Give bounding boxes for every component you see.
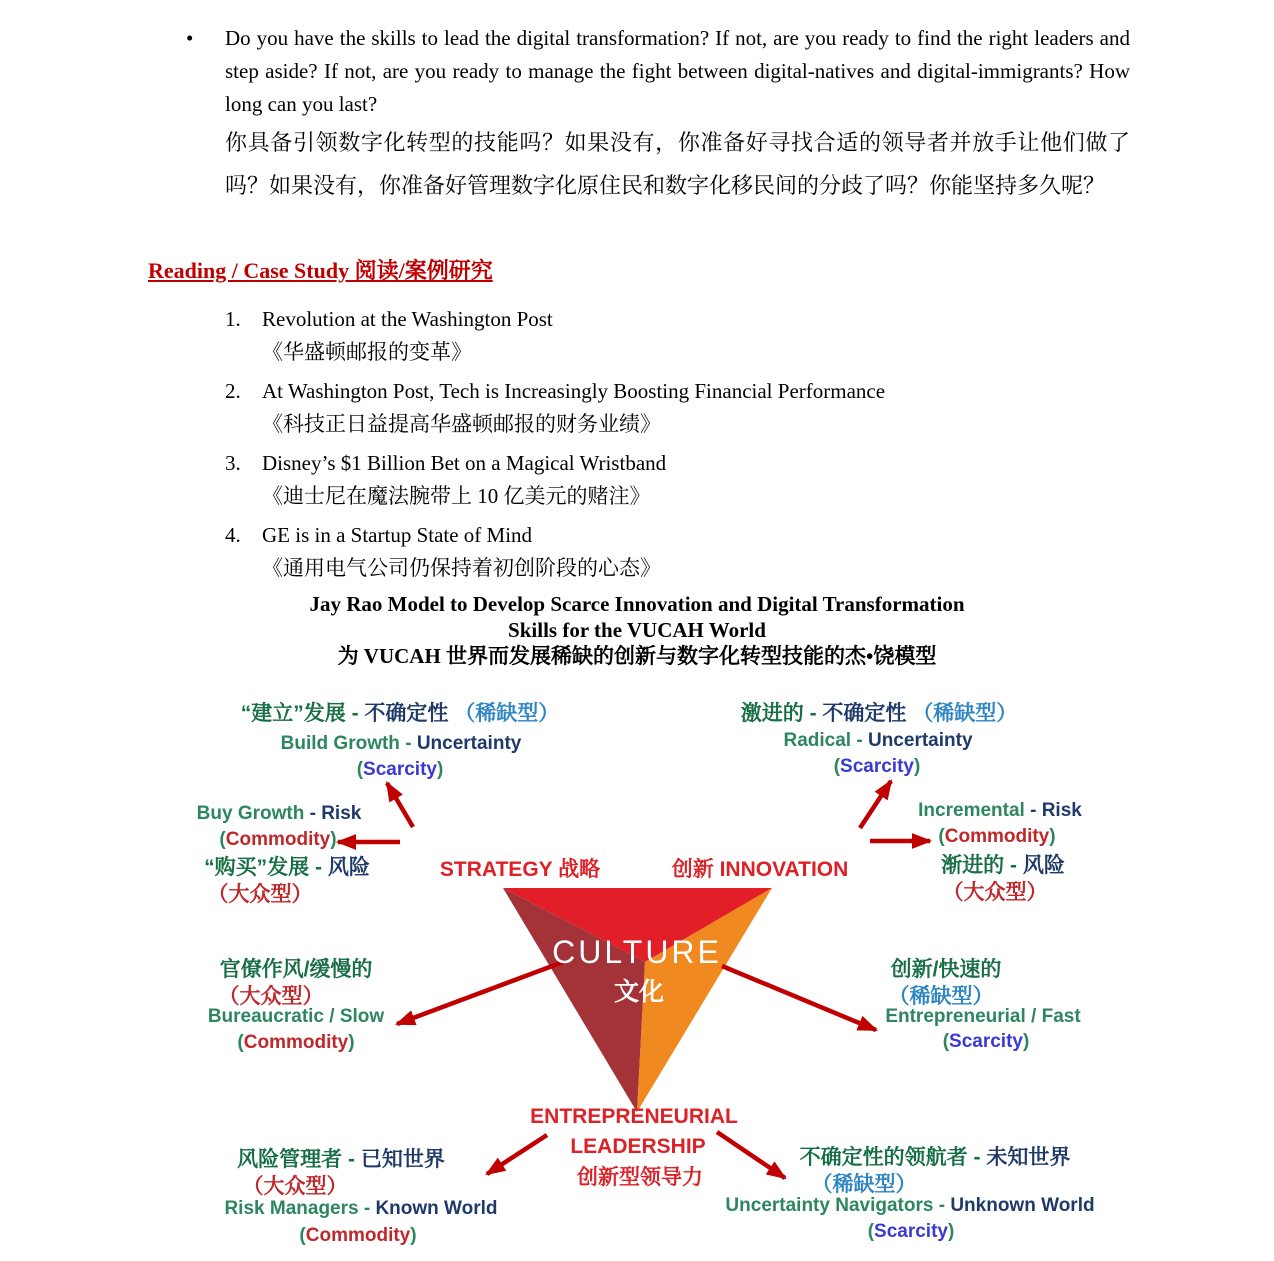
label-uncertainty-navigators: (Scarcity) <box>867 1221 955 1242</box>
label-incremental: Incremental - Risk <box>918 800 1082 821</box>
list-item <box>225 375 1125 441</box>
bullet-body <box>225 22 1130 207</box>
label-buy-growth: (Commodity) <box>219 829 337 850</box>
label-build-growth: (Scarcity) <box>356 759 444 780</box>
bullet-text-en: Do you have the skills to lead the digital transformation? If not, are you ready to find the right leaders and step aside? If not, are you ready to manage the fight between digital-natives and digital-immigrants? How long can you last? <box>225 26 1130 116</box>
label-radical: 激进的 - 不确定性 （稀缺型） <box>740 702 1018 725</box>
section-heading: Reading / Case Study 阅读/案例研究 <box>148 258 493 283</box>
model-title-line1: Jay Rao Model to Develop Scarce Innovation and Digital Transformation <box>309 592 965 616</box>
model-title-line2: Skills for the VUCAH World <box>508 618 766 642</box>
list-item-title-zh: 《迪士尼在魔法腕带上 10 亿美元的赌注》 <box>262 484 651 508</box>
label-incremental: （大众型） <box>942 881 1048 904</box>
list-item-body <box>262 303 553 369</box>
list-item-title-en: Disney’s $1 Billion Bet on a Magical Wristband <box>262 451 667 475</box>
label-risk-managers: 风险管理者 - 已知世界 <box>237 1148 445 1171</box>
label-buy-growth: （大众型） <box>207 883 313 906</box>
label-bureaucratic: (Commodity) <box>237 1032 355 1053</box>
label-entrepreneurial-fast: (Scarcity) <box>942 1031 1030 1052</box>
label-entrepreneurial-leadership: LEADERSHIP <box>570 1135 706 1158</box>
model-title <box>0 591 1274 669</box>
jay-rao-diagram <box>0 688 1274 1261</box>
bullet-item <box>186 22 1136 207</box>
label-radical: Radical - Uncertainty <box>783 730 973 751</box>
label-culture: CULTURE <box>552 934 722 970</box>
label-build-growth: Build Growth - Uncertainty <box>280 733 522 754</box>
list-item <box>225 519 1125 585</box>
model-title-line3-zh: 为 VUCAH 世界而发展稀缺的创新与数字化转型技能的杰•饶模型 <box>337 644 937 668</box>
list-item-title-en: Revolution at the Washington Post <box>262 307 553 331</box>
label-entrepreneurial-leadership: 创新型领导力 <box>577 1166 703 1189</box>
list-item-title-en: At Washington Post, Tech is Increasingly Boosting Financial Performance <box>262 379 886 403</box>
label-strategy: STRATEGY 战略 <box>439 858 601 881</box>
label-incremental: 渐进的 - 风险 <box>941 854 1065 877</box>
label-incremental: (Commodity) <box>938 826 1056 847</box>
list-item-number: 1. <box>225 307 241 331</box>
list-item-title-zh: 《通用电气公司仍保持着初创阶段的心态》 <box>262 556 661 580</box>
list-item-number: 4. <box>225 523 241 547</box>
list-item <box>225 447 1125 513</box>
list-item-number: 2. <box>225 379 241 403</box>
label-bureaucratic: 官僚作风/缓慢的 <box>219 958 373 981</box>
list-item <box>225 303 1125 369</box>
list-item-body <box>262 375 885 441</box>
label-entrepreneurial-fast: Entrepreneurial / Fast <box>885 1006 1081 1027</box>
label-bureaucratic: Bureaucratic / Slow <box>207 1006 385 1027</box>
label-buy-growth: Buy Growth - Risk <box>196 803 362 824</box>
label-uncertainty-navigators: Uncertainty Navigators - Unknown World <box>725 1195 1095 1216</box>
label-culture: 文化 <box>613 978 665 1006</box>
bullet-text-zh: 你具备引领数字化转型的技能吗？如果没有，你准备好寻找合适的领导者并放手让他们做了吗？如果没有，你准备好管理数字化原住民和数字化移民间的分歧了吗？你能坚持多久呢？ <box>225 130 1130 198</box>
label-innovation: 创新 INNOVATION <box>671 858 849 881</box>
label-buy-growth: “购买”发展 - 风险 <box>204 856 370 879</box>
label-radical: (Scarcity) <box>833 756 921 777</box>
label-entrepreneurial-fast: 创新/快速的 <box>890 958 1002 981</box>
list-item-number: 3. <box>225 451 241 475</box>
diagram-labels <box>0 688 1274 1261</box>
label-bureaucratic: （大众型） <box>218 985 324 1008</box>
label-risk-managers: Risk Managers - Known World <box>224 1198 498 1219</box>
list-item-body <box>262 447 666 513</box>
label-entrepreneurial-leadership: ENTREPRENEURIAL <box>530 1105 738 1128</box>
bullet-marker: • <box>186 26 194 50</box>
label-risk-managers: （大众型） <box>242 1175 348 1198</box>
list-item-body <box>262 519 661 585</box>
list-item-title-zh: 《科技正日益提高华盛顿邮报的财务业绩》 <box>262 412 661 436</box>
label-uncertainty-navigators: 不确定性的领航者 - 未知世界 <box>799 1146 1071 1169</box>
reading-list <box>225 303 1125 591</box>
label-uncertainty-navigators: （稀缺型） <box>811 1173 917 1196</box>
list-item-title-zh: 《华盛顿邮报的变革》 <box>262 340 472 364</box>
label-build-growth: “建立”发展 - 不确定性 （稀缺型） <box>240 702 560 725</box>
label-entrepreneurial-fast: （稀缺型） <box>888 985 994 1008</box>
list-item-title-en: GE is in a Startup State of Mind <box>262 523 533 547</box>
label-risk-managers: (Commodity) <box>299 1225 417 1246</box>
